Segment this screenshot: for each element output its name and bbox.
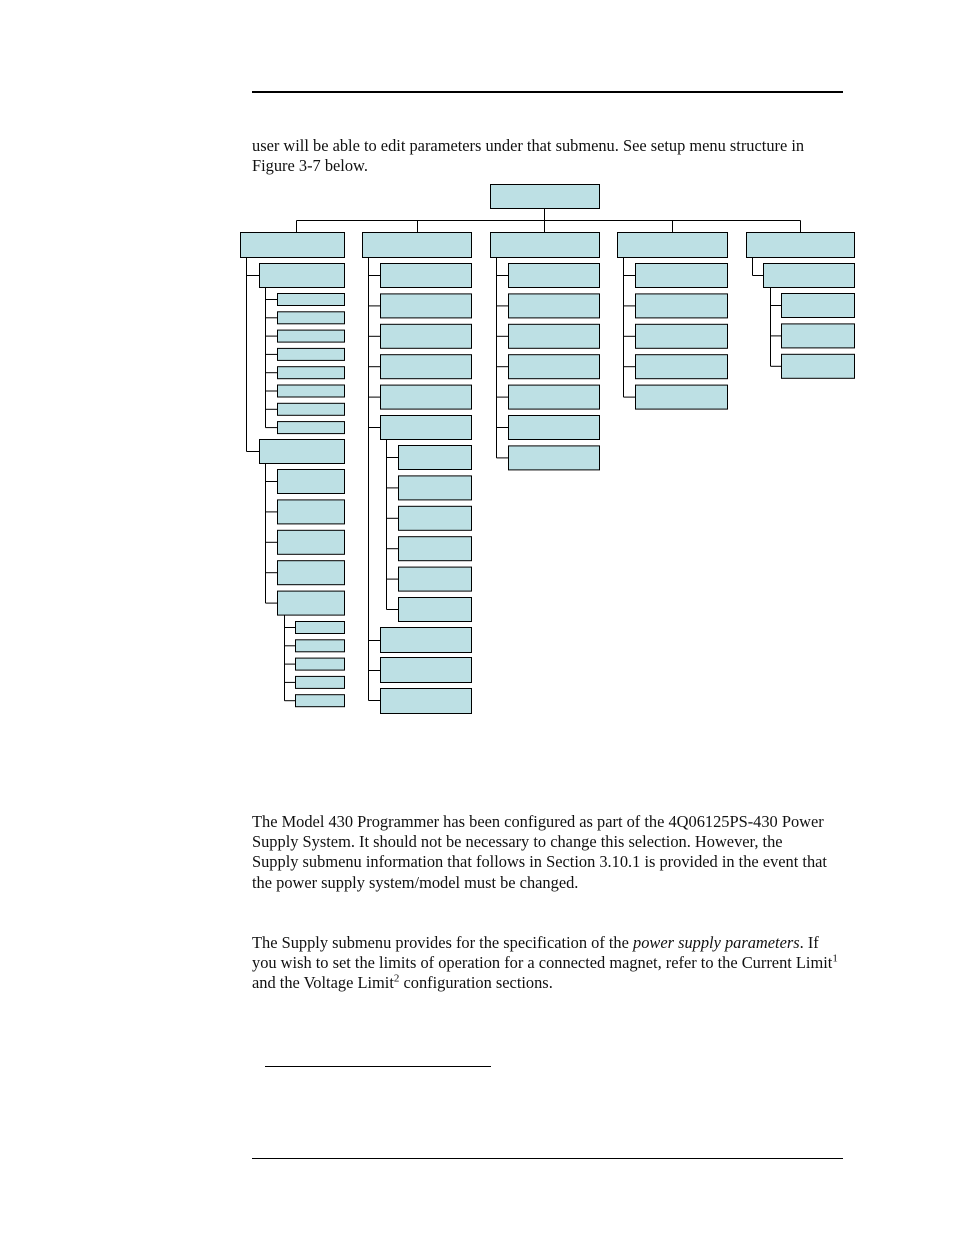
col4-item-5 (636, 385, 728, 409)
col2-item-8 (381, 658, 472, 683)
col1-submenu-b-box (260, 440, 345, 464)
col3-item-7 (509, 446, 600, 470)
column-3-header-box (491, 233, 600, 258)
col5-sub-item-2 (782, 324, 855, 348)
supply-config-paragraph: The Model 430 Programmer has been configured as part of the 4Q06125PS-430 Power Supply System. It should not be necessary to change this selection. However, the Supply submenu information that follows in Section 3.10.1 is provided in the event that the power supply system/model must be changed. (252, 812, 827, 892)
col1-a-item-3 (278, 330, 345, 342)
column-5-header-box (747, 233, 855, 258)
p2-text-d: configuration sections. (399, 973, 553, 993)
col1-b-item-1 (278, 470, 345, 494)
col1-b5-item-1 (296, 622, 345, 634)
p2-text-a: The Supply submenu provides for the specification of the (252, 933, 633, 952)
col3-item-3 (509, 324, 600, 348)
col5-sub-item-1 (782, 294, 855, 318)
col1-b5-item-5 (296, 695, 345, 707)
col1-a-item-2 (278, 312, 345, 324)
column-4-header-box (618, 233, 728, 258)
col3-item-6 (509, 416, 600, 440)
col2-sub-item-6 (399, 598, 472, 622)
col2-item-1 (381, 264, 472, 288)
col1-a-item-8 (278, 422, 345, 434)
col1-a-item-4 (278, 348, 345, 360)
col2-item-3 (381, 324, 472, 348)
col2-sub-item-1 (399, 446, 472, 470)
col1-a-item-6 (278, 385, 345, 397)
supply-submenu-paragraph (252, 933, 842, 994)
col5-submenu-box (764, 264, 855, 288)
col4-item-1 (636, 264, 728, 288)
col1-b5-item-4 (296, 676, 345, 688)
col4-item-2 (636, 294, 728, 318)
col1-b5-item-2 (296, 640, 345, 652)
col1-b5-item-3 (296, 658, 345, 670)
col2-sub-item-5 (399, 567, 472, 591)
diagram-boxes (241, 185, 855, 714)
col2-item-9 (381, 689, 472, 714)
col1-a-item-5 (278, 367, 345, 379)
footnote-separator (265, 1066, 491, 1067)
col1-b-item-4 (278, 561, 345, 585)
footnote-ref-2[interactable]: 2 (393, 972, 400, 985)
col2-item-2 (381, 294, 472, 318)
intro-paragraph: user will be able to edit parameters under that submenu. See setup menu structure in Figure 3-7 below. (252, 136, 805, 176)
col3-item-2 (509, 294, 600, 318)
p2-text-c: and the Voltage Limit (252, 973, 394, 993)
col2-sub-item-2 (399, 476, 472, 500)
col3-item-5 (509, 385, 600, 409)
column-1-header-box (241, 233, 345, 258)
col2-item-7 (381, 628, 472, 653)
footnote-ref-1[interactable]: 1 (832, 952, 838, 965)
col2-sub-item-4 (399, 537, 472, 561)
col1-submenu-a-box (260, 264, 345, 288)
root-menu-box (491, 185, 600, 209)
footer-rule (252, 1158, 843, 1159)
col1-b-item-2 (278, 500, 345, 524)
col4-item-4 (636, 355, 728, 379)
col1-b-item-3 (278, 530, 345, 554)
col2-item-6 (381, 416, 472, 440)
col1-b-item-5 (278, 591, 345, 615)
col3-item-4 (509, 355, 600, 379)
p2-italic-term: power supply parameters (633, 933, 800, 952)
column-2-header-box (363, 233, 472, 258)
col4-item-3 (636, 324, 728, 348)
col1-a-item-1 (278, 294, 345, 306)
col2-sub-item-3 (399, 506, 472, 530)
col3-item-1 (509, 264, 600, 288)
col5-sub-item-3 (782, 354, 855, 378)
col1-a-item-7 (278, 403, 345, 415)
col2-item-4 (381, 355, 472, 379)
p2-text-b: . If you wish to set the limits of operation for a connected magnet, refer to the Current Limit (252, 933, 833, 973)
col2-item-5 (381, 385, 472, 409)
